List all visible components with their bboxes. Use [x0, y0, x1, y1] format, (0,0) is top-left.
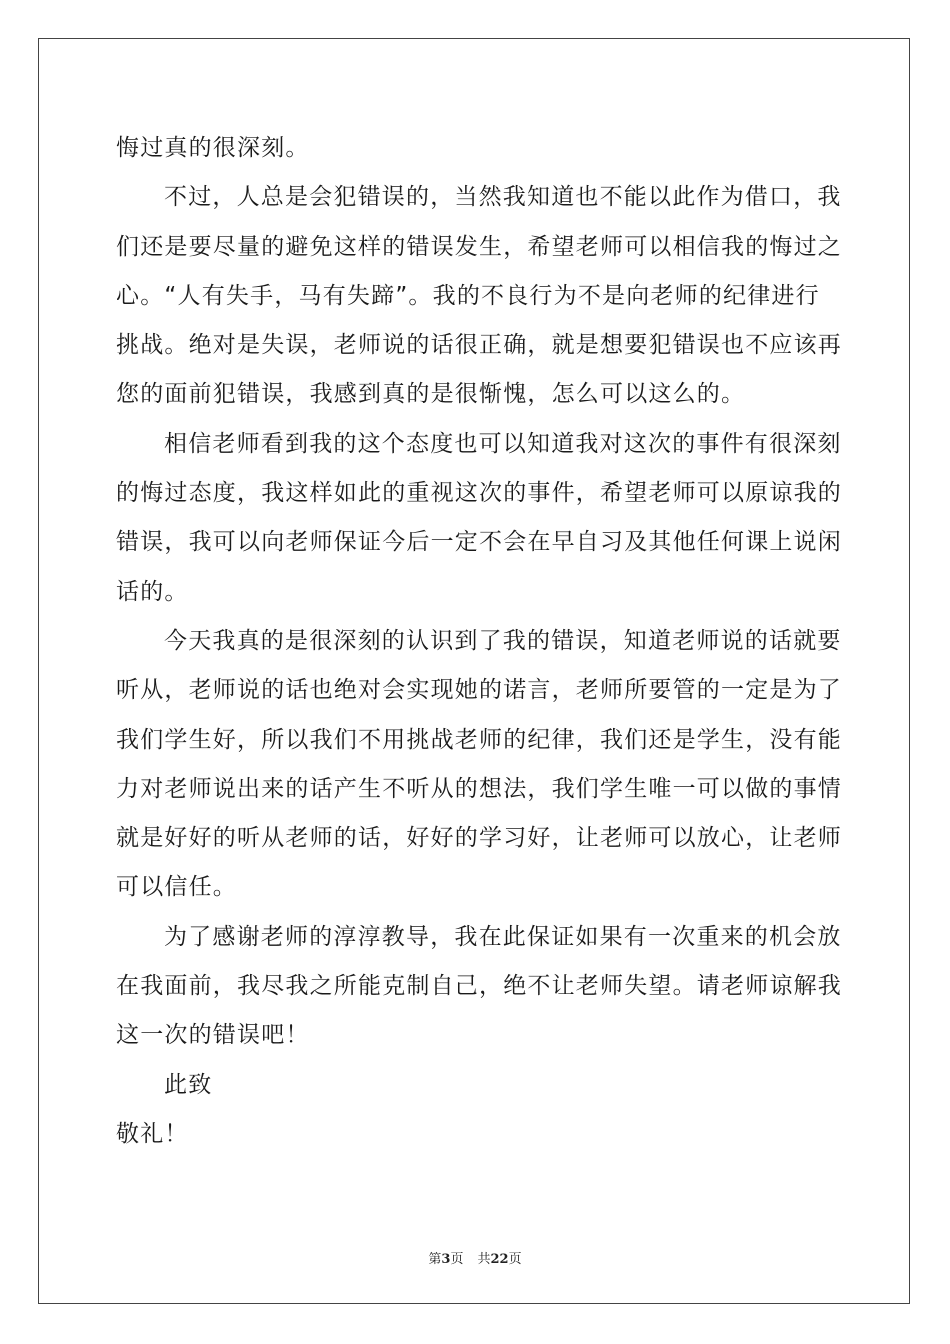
text-line: 就是好好的听从老师的话，好好的学习好，让老师可以放心，让老师: [116, 825, 842, 852]
footer-total-prefix: 共: [477, 1252, 491, 1267]
text-line: 敬礼！: [116, 1120, 189, 1147]
text-line: 的悔过态度，我这样如此的重视这次的事件，希望老师可以原谅我的: [116, 480, 842, 507]
text-line: 相信老师看到我的这个态度也可以知道我对这次的事件有很深刻: [164, 430, 842, 457]
text-line: 心。“人有失手，马有失蹄”。我的不良行为不是向老师的纪律进行: [116, 282, 820, 309]
text-line: 不过，人总是会犯错误的，当然我知道也不能以此作为借口，我: [164, 184, 842, 211]
text-line: 可以信任。: [116, 874, 237, 901]
text-line: 们还是要尽量的避免这样的错误发生，希望老师可以相信我的悔过之: [116, 233, 842, 260]
text-line: 今天我真的是很深刻的认识到了我的错误，知道老师说的话就要: [164, 627, 842, 654]
text-line: 听从，老师说的话也绝对会实现她的诺言，老师所要管的一定是为了: [116, 677, 842, 704]
footer-total-suffix: 页: [508, 1252, 522, 1267]
text-line: 话的。: [116, 578, 189, 605]
text-line: 您的面前犯错误，我感到真的是很惭愧，怎么可以这么的。: [116, 381, 746, 408]
text-line: 此致: [164, 1071, 213, 1098]
footer-total-pages: 22: [490, 1252, 509, 1267]
text-line: 我们学生好，所以我们不用挑战老师的纪律，我们还是学生，没有能: [116, 726, 842, 753]
footer-current-page: 3: [441, 1252, 451, 1267]
text-line: 为了感谢老师的淳淳教导，我在此保证如果有一次重来的机会放: [164, 923, 842, 950]
text-line: 力对老师说出来的话产生不听从的想法，我们学生唯一可以做的事情: [116, 775, 842, 802]
text-line: 在我面前，我尽我之所能克制自己，绝不让老师失望。请老师谅解我: [116, 973, 842, 1000]
footer-page-suffix: 页: [450, 1252, 464, 1267]
footer-prefix: 第: [428, 1252, 442, 1267]
text-line: 悔过真的很深刻。: [116, 135, 310, 161]
text-line: 错误，我可以向老师保证今后一定不会在早自习及其他任何课上说闲: [116, 529, 842, 556]
text-line: 这一次的错误吧！: [116, 1022, 310, 1049]
letter-body: [116, 124, 842, 1159]
text-line: 挑战。绝对是失误，老师说的话很正确，就是想要犯错误也不应该再: [116, 332, 842, 359]
page-footer: [0, 1248, 950, 1267]
